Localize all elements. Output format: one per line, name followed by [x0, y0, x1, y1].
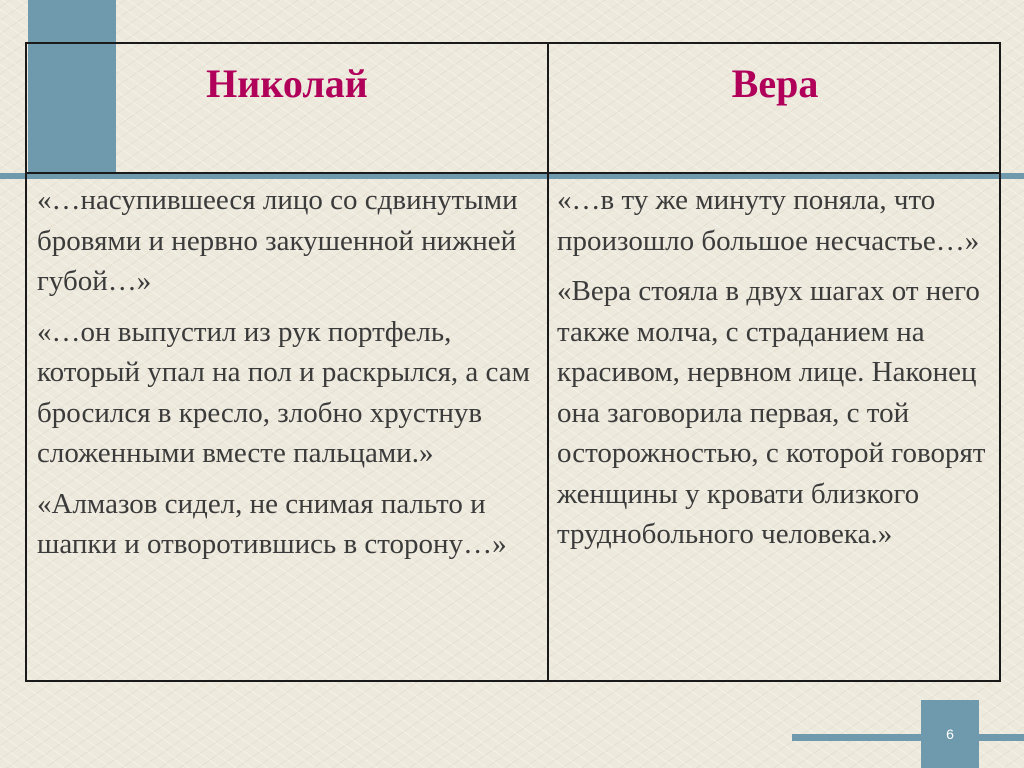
- header-vera: Вера: [731, 61, 819, 106]
- comparison-table: [25, 42, 1001, 682]
- footer-decorative-line: [792, 734, 1024, 741]
- quote-paragraph: «…он выпустил из рук портфель, который упал на пол и раскрылся, а сам бросился в кресло, злобно хрустнув сложенными вместе пальцами.»: [37, 315, 530, 469]
- header-nikolai: Николай: [206, 61, 368, 106]
- quote-paragraph: «…насупившееся лицо со сдвинутыми бровями и нервно закушенной нижней губой…»: [37, 184, 518, 297]
- quote-paragraph: «…в ту же минуту поняла, что произошло большое несчастье…»: [557, 184, 980, 257]
- nikolai-quotes: [37, 180, 542, 575]
- quote-paragraph: «Вера стояла в двух шагах от него также молча, с страданием на красивом, нервном лице. Наконец она заговорила первая, с той осторожностью, с которой говорят женщины у кровати близкого труднобольного человека.»: [557, 275, 986, 550]
- vera-quotes: [557, 180, 997, 565]
- page-number: 6: [946, 726, 954, 742]
- header-divider: [27, 172, 999, 174]
- quote-paragraph: «Алмазов сидел, не снимая пальто и шапки и отворотившись в сторону…»: [37, 487, 507, 560]
